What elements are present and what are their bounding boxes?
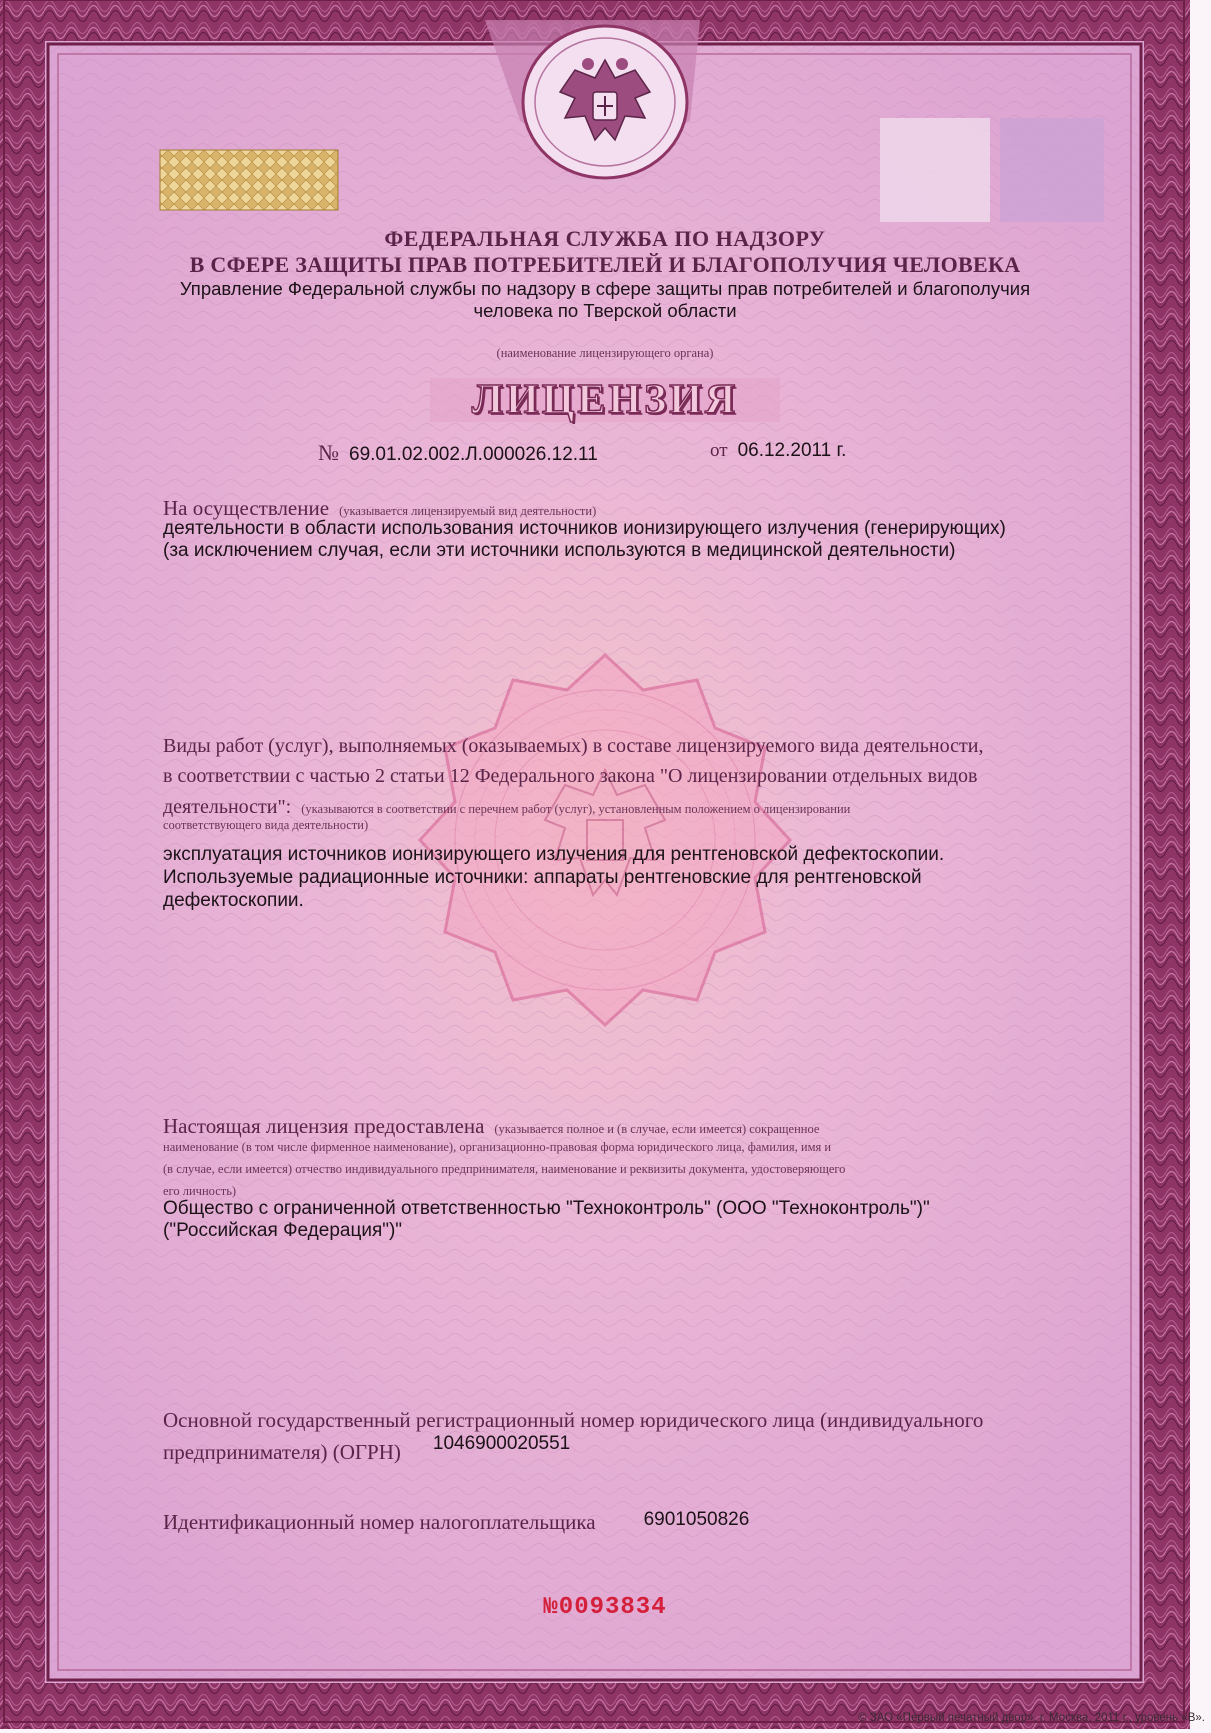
activity-label: На осуществление <box>163 496 330 520</box>
licensee-label: Настоящая лицензия предоставлена <box>163 1114 485 1138</box>
ogrn-label-line2: предпринимателя) (ОГРН) <box>163 1440 401 1464</box>
ogrn-label-line1: Основной государственный регистрационный номер юридического лица (индивидуального <box>163 1408 984 1432</box>
license-number-label: № <box>318 440 339 465</box>
licensee-caption-line1: (указывается полное и (в случае, если имеется) сокращенное <box>494 1122 820 1136</box>
document-title: ЛИЦЕНЗИЯ <box>471 377 739 423</box>
ogrn-value: 1046900020551 <box>432 1433 571 1454</box>
agency-title-line1: ФЕДЕРАЛЬНАЯ СЛУЖБА ПО НАДЗОРУ <box>384 226 826 251</box>
works-label-line1: Виды работ (услуг), выполняемых (оказываемых) в составе лицензируемого вида деятельности, <box>163 735 984 757</box>
license-date: 06.12.2011 г. <box>737 440 847 461</box>
license-date-label: от <box>710 440 728 461</box>
licensee-value-line2: ("Российская Федерация")" <box>163 1220 403 1241</box>
blank-serial-number: №0093834 <box>543 1594 667 1621</box>
works-label-line3: деятельности": <box>163 796 292 818</box>
works-caption-line2: соответствующего вида деятельности) <box>163 818 369 832</box>
activity-value-line2: (за исключением случая, если эти источники используются в медицинской деятельности) <box>163 540 956 561</box>
license-number: 69.01.02.002.Л.000026.12.11 <box>349 444 598 465</box>
works-value-line2: Используемые радиационные источники: аппараты рентгеновские для рентгеновской <box>163 867 922 888</box>
hologram-sticker <box>160 150 338 210</box>
inn-label: Идентификационный номер налогоплательщика <box>163 1510 596 1534</box>
activity-caption: (указывается лицензируемый вид деятельности) <box>339 504 597 518</box>
works-caption-line1: (указываются в соответствии с перечнем работ (услуг), установленным положением о лицензировании <box>301 802 851 816</box>
licensee-value-line1: Общество с ограниченной ответственностью "Техноконтроль" (ООО "Техноконтроль")" <box>163 1198 930 1219</box>
agency-title-line2: В СФЕРЕ ЗАЩИТЫ ПРАВ ПОТРЕБИТЕЛЕЙ И БЛАГОПОЛУЧИЯ ЧЕЛОВЕКА <box>189 252 1021 277</box>
department-caption: (наименование лицензирующего органа) <box>496 346 714 360</box>
works-label-line2: в соответствии с частью 2 статьи 12 Федерального закона "О лицензировании отдельных видов <box>163 765 978 787</box>
licensee-caption-line2: наименование (в том числе фирменное наименование), организационно-правовая форма юридического лица, фамилия, имя и <box>163 1140 832 1154</box>
works-value-line1: эксплуатация источников ионизирующего излучения для рентгеновской дефектоскопии. <box>163 844 945 865</box>
works-value-line3: дефектоскопии. <box>163 890 304 911</box>
licensee-caption-line4: его личность) <box>163 1184 237 1198</box>
department-line2: человека по Тверской области <box>473 300 737 321</box>
inn-value: 6901050826 <box>643 1509 750 1530</box>
licensee-caption-line3: (в случае, если имеется) отчество индивидуального предпринимателя, наименование и реквизиты документа, удостоверяющего <box>163 1162 846 1176</box>
department-line1: Управление Федеральной службы по надзору в сфере защиты прав потребителей и благополучия <box>179 278 1031 299</box>
activity-value-line1: деятельности в области использования источников ионизирующего излучения (генерирующих) <box>163 518 1006 539</box>
printer-note: © ЗАО «Первый печатный двор», г. Москва, 2011 г., уровень «В». <box>858 1712 1205 1724</box>
